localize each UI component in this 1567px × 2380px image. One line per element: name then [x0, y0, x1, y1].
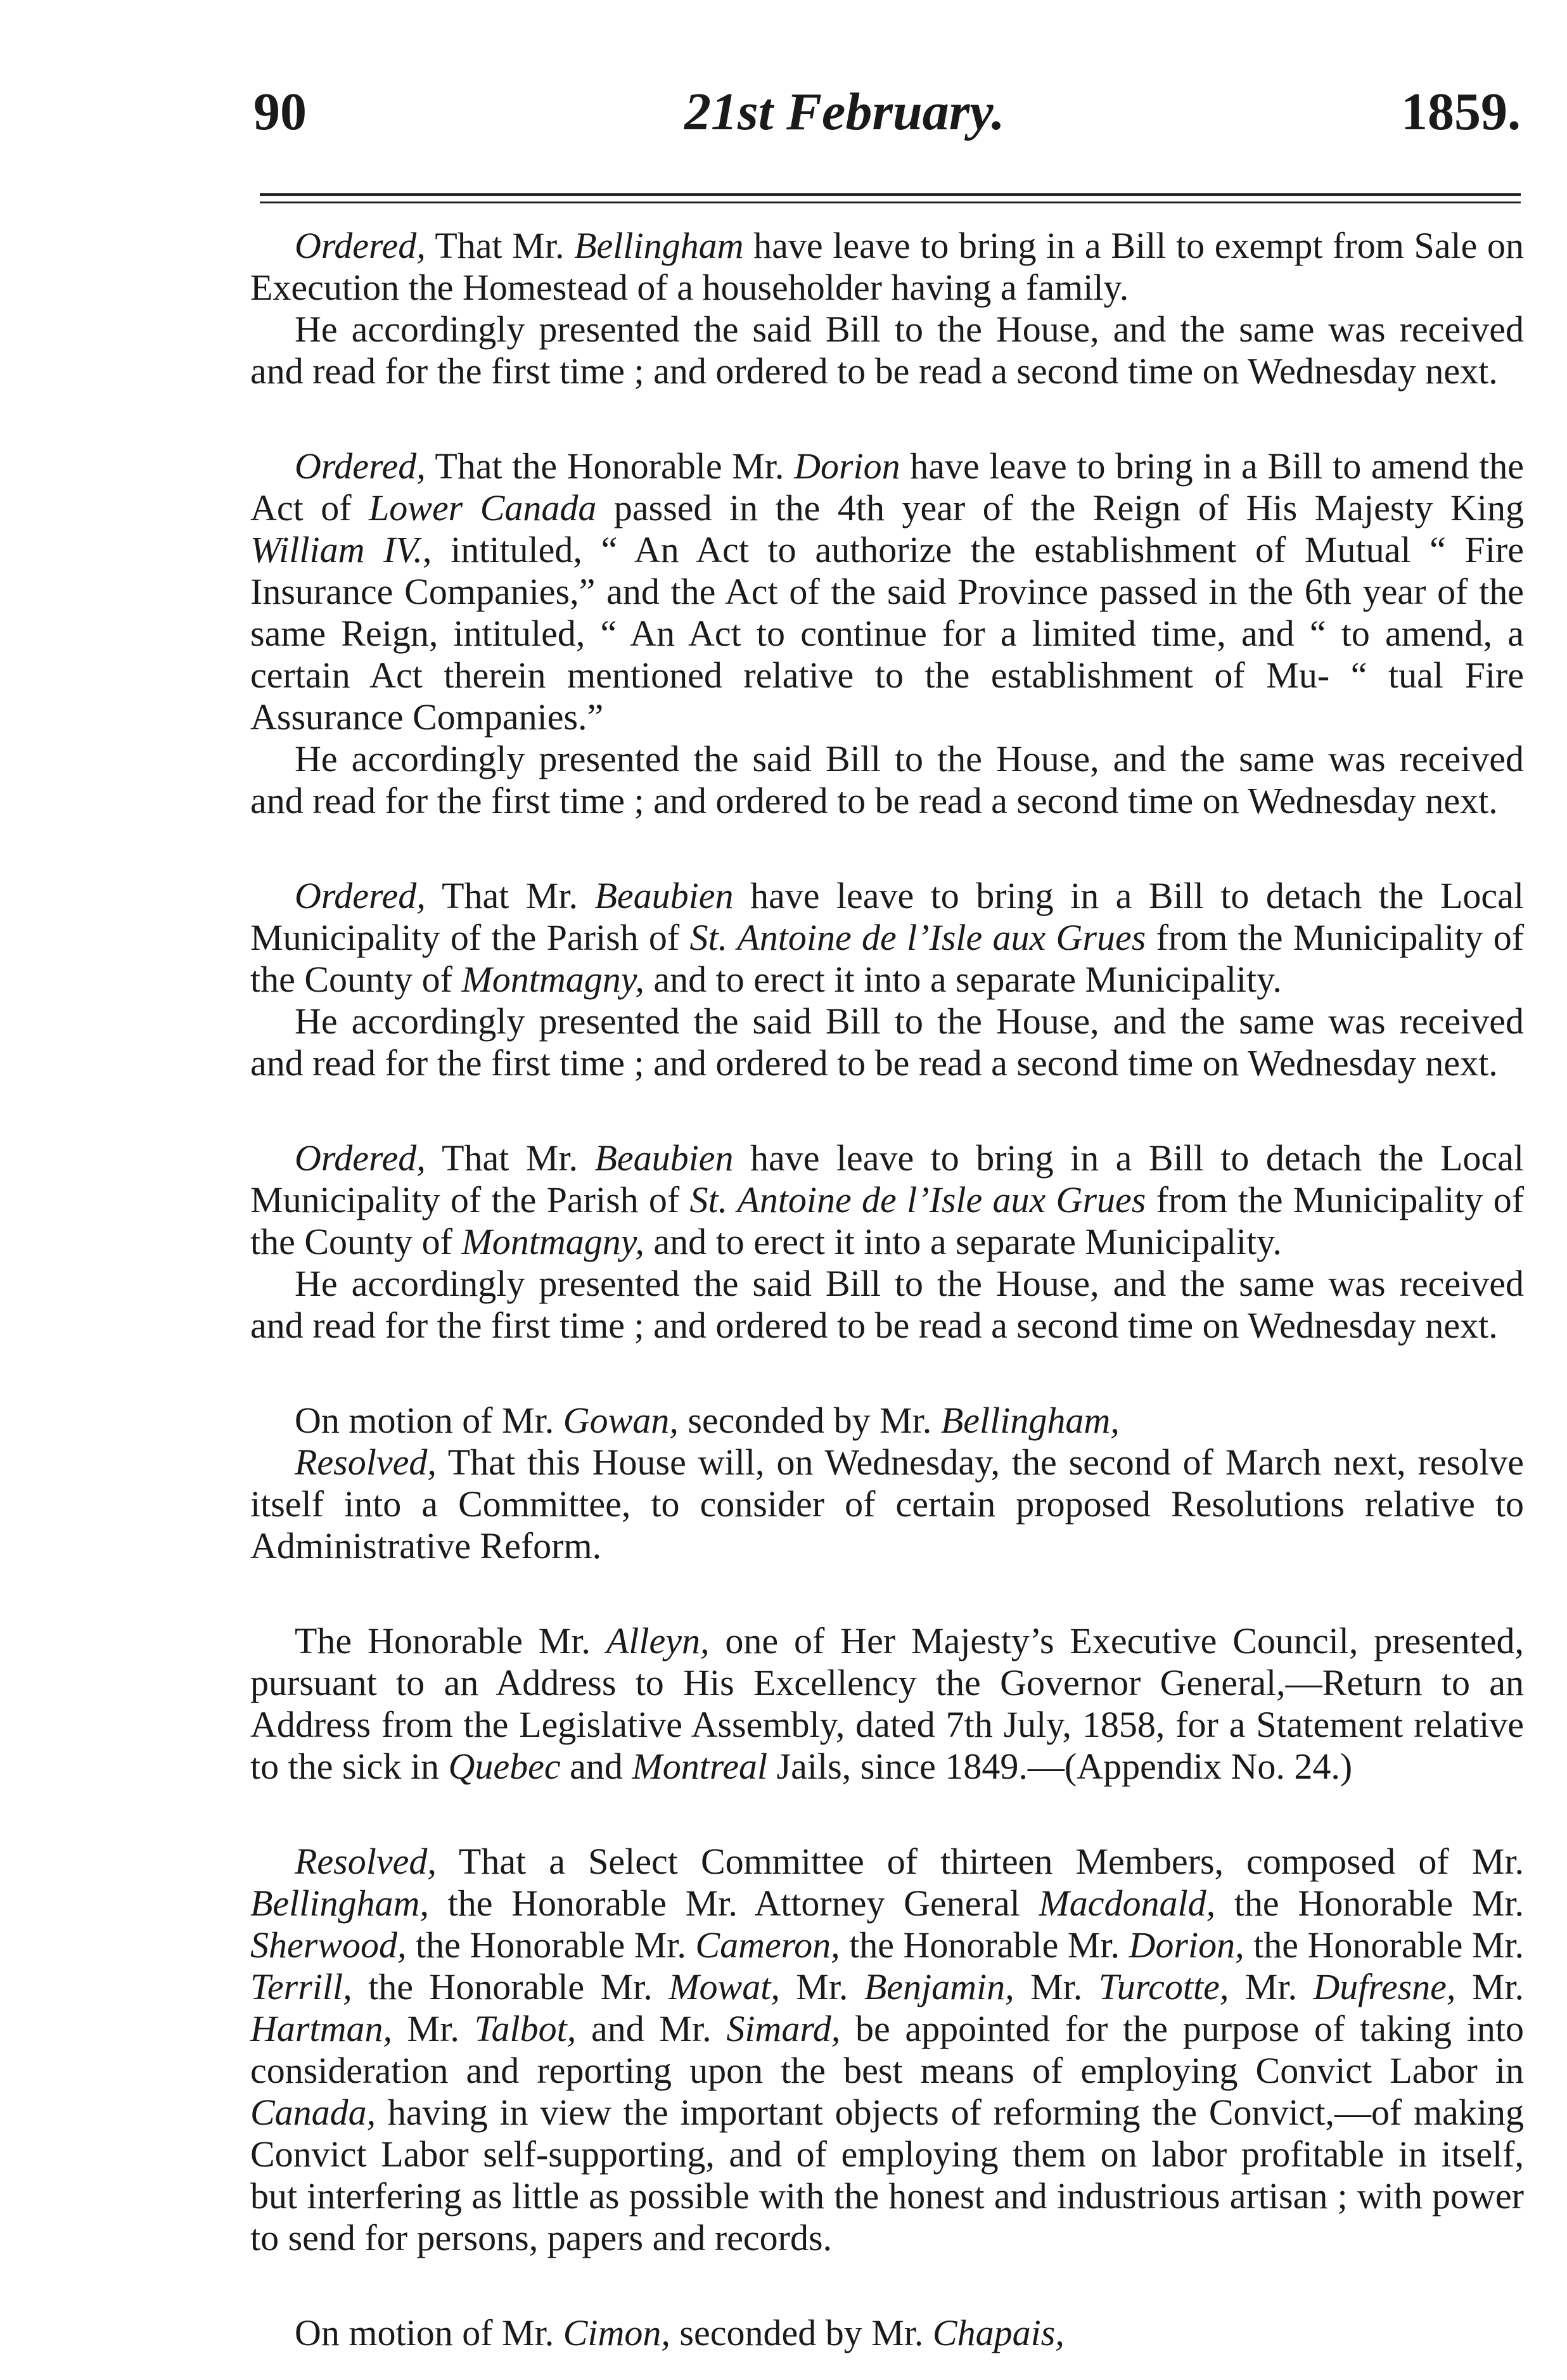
text-run: and Mr. — [576, 2008, 727, 2049]
italic-text: Mowat, — [668, 1966, 780, 2007]
entry-gap — [250, 1084, 1524, 1137]
italic-text: Beaubien — [594, 875, 734, 916]
italic-text: Cimon, — [563, 2312, 670, 2353]
text-run: Mr. — [392, 2008, 475, 2049]
journal-paragraph — [250, 2312, 1524, 2354]
text-run: the Honorable Mr. — [1215, 1883, 1525, 1924]
italic-text: Alleyn, — [606, 1620, 710, 1661]
text-run: the Honorable Mr. Attorney General — [428, 1883, 1039, 1924]
journal-paragraph — [250, 1620, 1524, 1788]
header-rule-bottom — [260, 202, 1521, 203]
text-run: He accordingly presented the said Bill to the House, and the same was received and read for the first time ; and ordered to be read a second time on Wednesday next. — [250, 1263, 1524, 1346]
italic-text: Lower Canada — [369, 487, 597, 528]
text-run: and to erect it into a separate Municipality. — [644, 959, 1282, 1000]
italic-text: Resolved, — [295, 1442, 437, 1483]
text-run: On motion of Mr. — [295, 2312, 563, 2353]
text-run: The Honorable Mr. — [295, 1620, 606, 1661]
text-run: He accordingly presented the said Bill to the House, and the same was received and read for the first time ; and ordered to be read a second time on Wednesday next. — [250, 309, 1524, 392]
italic-text: Chapais, — [932, 2312, 1065, 2353]
text-run: from the Municipality of the County of — [250, 917, 1525, 1000]
text-run: seconded by Mr. — [670, 2312, 933, 2353]
header-year: 1859. — [1401, 82, 1521, 141]
text-run: from the Municipality of the County of — [250, 1179, 1525, 1262]
text-run: Mr. — [1229, 1966, 1314, 2007]
italic-text: Montreal — [632, 1746, 768, 1787]
text-run: Jails, since 1849.—(Appendix No. 24.) — [767, 1746, 1353, 1787]
italic-text: Bellingham, — [250, 1883, 429, 1924]
text-run: Mr. — [779, 1966, 864, 2007]
header-rule-top — [260, 193, 1521, 196]
italic-text: Hartman, — [250, 2008, 392, 2049]
italic-text: Montmagny, — [461, 1221, 644, 1262]
italic-text: Dorion — [794, 445, 900, 487]
italic-text: Ordered, — [295, 1137, 426, 1179]
italic-text: Quebec — [448, 1746, 561, 1787]
text-run: the Honorable Mr. — [352, 1966, 669, 2007]
text-run: That a Select Committee of thirteen Members, composed of Mr. — [436, 1841, 1524, 1882]
journal-paragraph — [250, 738, 1524, 822]
text-run: That Mr. — [425, 875, 595, 916]
journal-paragraph — [250, 875, 1524, 1001]
italic-text: Talbot, — [474, 2008, 577, 2049]
entry-gap — [250, 1347, 1524, 1400]
text-run: and — [560, 1746, 632, 1787]
entry-gap — [250, 392, 1524, 445]
text-run: Mr. — [1014, 1966, 1099, 2007]
italic-text: Sherwood, — [250, 1924, 407, 1966]
italic-text: Resolved, — [295, 1841, 437, 1882]
italic-text: Gowan, — [563, 1400, 679, 1441]
text-run: On motion of Mr. — [295, 1400, 563, 1441]
journal-paragraph — [250, 1400, 1524, 1442]
entry-gap — [250, 1788, 1524, 1841]
text-run: the Honorable Mr. — [840, 1924, 1129, 1966]
page-number: 90 — [253, 82, 307, 141]
text-run: having in view the important objects of reforming the Convict,—of making Convict Labor self-supporting, and of employing them on labor profitable in itself, but interfering as little as possible with the honest and industrious artisan ; with power to send for persons, papers and records. — [250, 2092, 1524, 2258]
italic-text: Beaubien — [594, 1137, 734, 1179]
text-run: That this House will, on Wednesday, the second of March next, resolve itself into a Committee, to consider of certain proposed Resolutions relative to Administrative Reform. — [250, 1442, 1524, 1566]
italic-text: Dufresne, — [1313, 1966, 1456, 2007]
italic-text: St. Antoine de l’Isle aux Grues — [689, 917, 1146, 958]
italic-text: Montmagny, — [461, 959, 644, 1000]
italic-text: Simard, — [726, 2008, 841, 2049]
italic-text: Cameron, — [695, 1924, 840, 1966]
entry-gap — [250, 822, 1524, 875]
journal-paragraph — [250, 309, 1524, 392]
italic-text: William IV. — [250, 529, 423, 570]
journal-paragraph — [250, 225, 1524, 309]
text-run: He accordingly presented the said Bill to the House, and the same was received and read for the first time ; and ordered to be read a second time on Wednesday next. — [250, 1001, 1524, 1084]
journal-paragraph — [250, 1442, 1524, 1567]
page-header — [253, 81, 1521, 157]
text-run: and to erect it into a separate Municipality. — [644, 1221, 1282, 1262]
italic-text: Canada, — [250, 2092, 376, 2133]
text-run: have leave to bring in a Bill to exempt from Sale on Execution the Homestead of a householder having a family. — [250, 225, 1524, 308]
text-run: Mr. — [1455, 1966, 1525, 2007]
italic-text: Dorion, — [1129, 1924, 1244, 1966]
journal-paragraph — [250, 1137, 1524, 1263]
italic-text: Bellingham — [574, 225, 744, 266]
journal-paragraph — [250, 1263, 1524, 1347]
text-run: one of Her Majesty’s Executive Council, presented, pursuant to an Address to His Excellency the Governor General,—Return to an Address from the Legislative Assembly, dated 7th July, 1858, for a Statement relative to the sick in — [250, 1620, 1524, 1787]
italic-text: Macdonald, — [1039, 1883, 1216, 1924]
journal-paragraph — [250, 1841, 1524, 2259]
text-run: That Mr. — [425, 225, 575, 266]
italic-text: Ordered, — [295, 445, 426, 487]
italic-text: Ordered, — [295, 225, 426, 266]
header-date: 21st February. — [684, 82, 1005, 141]
journal-paragraph — [250, 445, 1524, 738]
italic-text: Ordered, — [295, 875, 426, 916]
text-run: passed in the 4th year of the Reign of His Majesty King — [596, 487, 1524, 528]
text-run: He accordingly presented the said Bill to the House, and the same was received and read for the first time ; and ordered to be read a second time on Wednesday next. — [250, 738, 1524, 821]
text-run: have leave to bring in a Bill to detach the Local Municipality of the Parish of — [250, 1137, 1524, 1220]
journal-paragraph — [250, 1001, 1524, 1084]
journal-body — [250, 225, 1524, 2354]
italic-text: St. Antoine de l’Isle aux Grues — [689, 1179, 1146, 1220]
italic-text: Terrill, — [250, 1966, 352, 2007]
text-run: , intituled, “ An Act to authorize the establishment of Mutual “ Fire Insurance Companies,” and the Act of the said Province passed in the 6th year of the same Reign, intituled, “ An Act to continue for a limited time, and “ to amend, a certain Act therein mentioned relative to the establishment of Mu- “ tual Fire Assurance Companies.” — [250, 529, 1524, 738]
text-run: be appointed for the purpose of taking into consideration and reporting upon the best means of employing Convict Labor in — [250, 2008, 1524, 2091]
text-run: the Honorable Mr. — [406, 1924, 696, 1966]
text-run: seconded by Mr. — [678, 1400, 941, 1441]
italic-text: Benjamin, — [864, 1966, 1014, 2007]
entry-gap — [250, 2259, 1524, 2312]
entry-gap — [250, 1567, 1524, 1620]
text-run: have leave to bring in a Bill to amend the Act of — [250, 445, 1524, 528]
text-run: That Mr. — [425, 1137, 595, 1179]
text-run: have leave to bring in a Bill to detach the Local Municipality of the Parish of — [250, 875, 1524, 958]
text-run: the Honorable Mr. — [1244, 1924, 1525, 1966]
italic-text: Turcotte, — [1098, 1966, 1229, 2007]
text-run: That the Honorable Mr. — [425, 445, 795, 487]
italic-text: Bellingham, — [940, 1400, 1120, 1441]
